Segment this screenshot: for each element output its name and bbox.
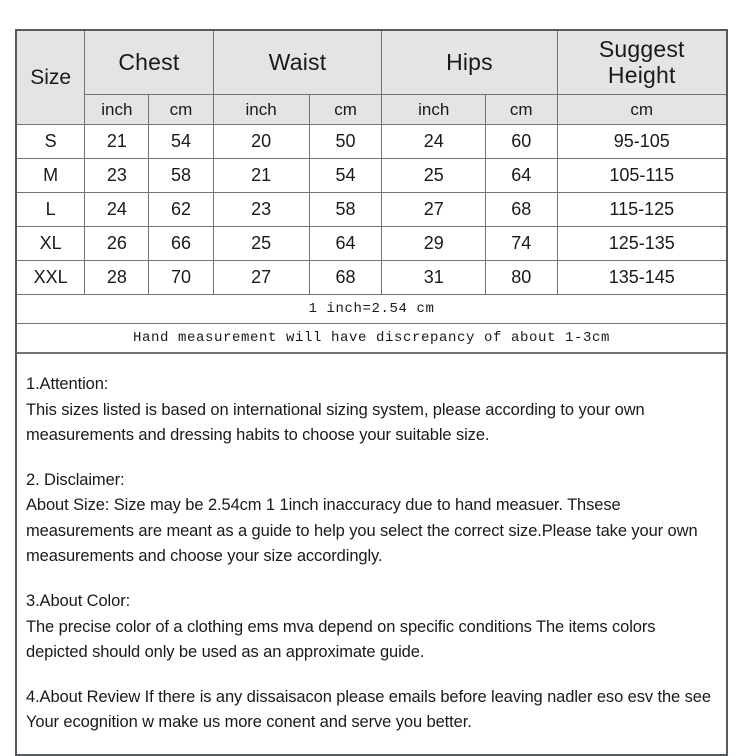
header-unit-chest-cm: cm <box>149 95 213 125</box>
cell-chest-inch: 28 <box>85 261 149 295</box>
note-row-conversion <box>17 295 726 324</box>
cell-height-cm: 125-135 <box>557 227 726 261</box>
cell-waist-inch: 25 <box>213 227 309 261</box>
header-suggest-height-line2: Height <box>607 61 676 88</box>
cell-waist-inch: 27 <box>213 261 309 295</box>
header-unit-chest-inch: inch <box>85 95 149 125</box>
cell-hips-inch: 25 <box>382 159 486 193</box>
cell-waist-cm: 50 <box>309 125 382 159</box>
cell-hips-cm: 60 <box>486 125 558 159</box>
note-color-title: 3.About Color: <box>26 591 131 610</box>
cell-chest-cm: 62 <box>149 193 213 227</box>
cell-waist-cm: 68 <box>309 261 382 295</box>
note-attention-body: This sizes listed is based on international sizing system, please according to your own measurements and dressing habits to choose your suitable size. <box>26 400 645 445</box>
header-group-hips: Hips <box>382 31 557 95</box>
cell-height-cm: 135-145 <box>557 261 726 295</box>
cell-chest-cm: 54 <box>149 125 213 159</box>
cell-height-cm: 115-125 <box>557 193 726 227</box>
header-suggest-height-line1: Suggest <box>598 35 685 62</box>
header-unit-hips-cm: cm <box>486 95 558 125</box>
note-color <box>26 589 716 666</box>
table-row <box>17 227 726 261</box>
header-unit-height-cm: cm <box>557 95 726 125</box>
cell-hips-inch: 29 <box>382 227 486 261</box>
cell-chest-inch: 24 <box>85 193 149 227</box>
header-unit-hips-inch: inch <box>382 95 486 125</box>
notes-section <box>17 353 726 754</box>
header-group-waist: Waist <box>213 31 382 95</box>
note-inch-to-cm: 1 inch=2.54 cm <box>17 295 726 324</box>
table-header-group-row <box>17 31 726 95</box>
size-chart-table <box>17 31 726 353</box>
cell-hips-inch: 24 <box>382 125 486 159</box>
cell-hips-cm: 64 <box>486 159 558 193</box>
note-row-discrepancy <box>17 324 726 353</box>
cell-chest-inch: 26 <box>85 227 149 261</box>
header-unit-waist-inch: inch <box>213 95 309 125</box>
cell-waist-inch: 20 <box>213 125 309 159</box>
cell-size: M <box>17 159 85 193</box>
table-row <box>17 159 726 193</box>
cell-waist-cm: 54 <box>309 159 382 193</box>
note-color-body: The precise color of a clothing ems mva depend on specific conditions The items colors depicted should only be used as an approximate guide. <box>26 617 656 662</box>
note-review <box>26 685 716 736</box>
note-disclaimer-body: About Size: Size may be 2.54cm 1 1inch inaccuracy due to hand measuer. Thsese measurements are meant as a guide to help you select the correct size.Please take your own measurements and choose your size accordingly. <box>26 496 698 566</box>
cell-size: L <box>17 193 85 227</box>
header-group-chest: Chest <box>85 31 213 95</box>
note-disclaimer <box>26 468 716 570</box>
note-attention-title: 1.Attention: <box>26 375 109 393</box>
header-size: Size <box>17 31 85 125</box>
cell-size: S <box>17 125 85 159</box>
cell-waist-cm: 58 <box>309 193 382 227</box>
table-row <box>17 125 726 159</box>
table-header-unit-row <box>17 95 726 125</box>
cell-hips-inch: 27 <box>382 193 486 227</box>
cell-waist-inch: 23 <box>213 193 309 227</box>
header-group-suggest-height <box>557 31 726 95</box>
note-review-body: 4.About Review If there is any dissaisacon please emails before leaving nadler eso esv the see Your ecognition w make us more conent and serve you better. <box>26 687 711 732</box>
cell-hips-cm: 80 <box>486 261 558 295</box>
cell-chest-inch: 21 <box>85 125 149 159</box>
cell-chest-cm: 58 <box>149 159 213 193</box>
cell-hips-cm: 68 <box>486 193 558 227</box>
table-row <box>17 193 726 227</box>
cell-size: XXL <box>17 261 85 295</box>
cell-waist-inch: 21 <box>213 159 309 193</box>
cell-chest-inch: 23 <box>85 159 149 193</box>
header-unit-waist-cm: cm <box>309 95 382 125</box>
table-row <box>17 261 726 295</box>
cell-hips-inch: 31 <box>382 261 486 295</box>
cell-hips-cm: 74 <box>486 227 558 261</box>
note-hand-measurement: Hand measurement will have discrepancy of about 1-3cm <box>17 324 726 353</box>
cell-height-cm: 105-115 <box>557 159 726 193</box>
size-chart-sheet <box>15 29 728 756</box>
note-disclaimer-title: 2. Disclaimer: <box>26 470 125 489</box>
cell-size: XL <box>17 227 85 261</box>
cell-waist-cm: 64 <box>309 227 382 261</box>
note-attention <box>26 372 716 449</box>
cell-height-cm: 95-105 <box>557 125 726 159</box>
cell-chest-cm: 70 <box>149 261 213 295</box>
cell-chest-cm: 66 <box>149 227 213 261</box>
